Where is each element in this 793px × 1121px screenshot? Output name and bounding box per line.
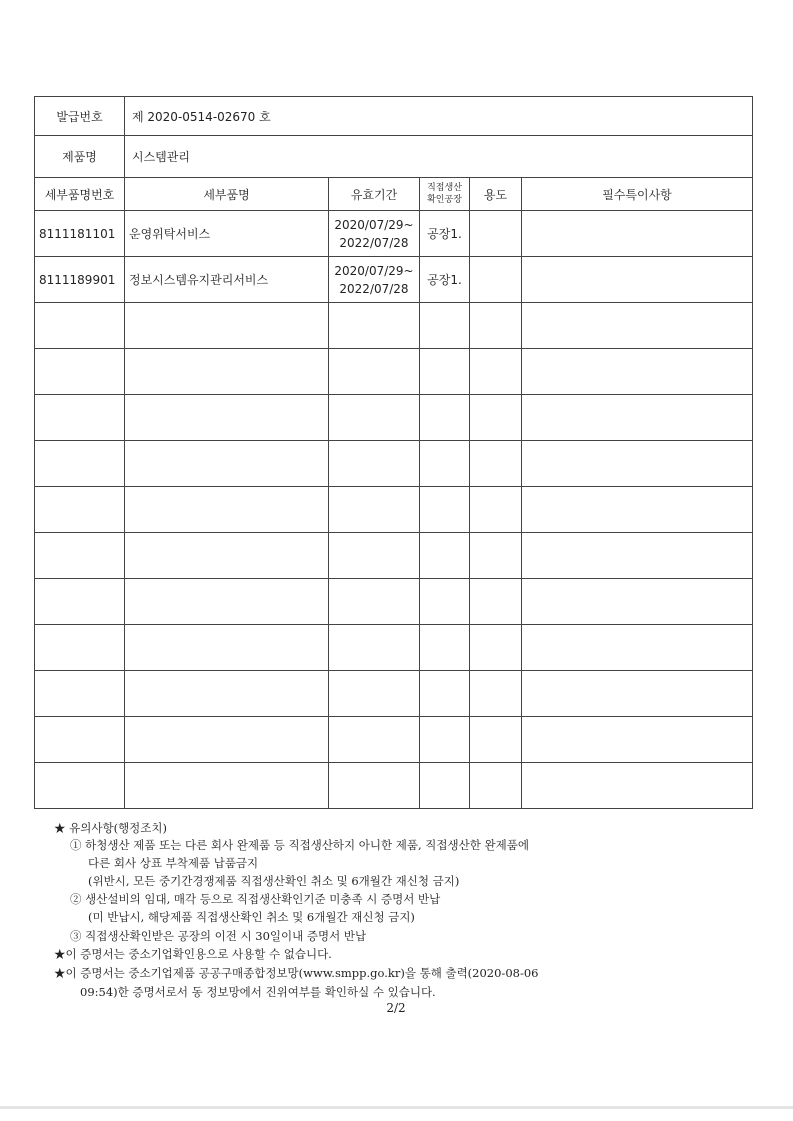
header-factory-line1: 직접생산 — [427, 183, 462, 193]
empty-row — [35, 533, 753, 579]
detail-name-cell: 정보시스템유지관리서비스 — [125, 257, 329, 303]
table-row — [35, 257, 753, 303]
notes-title: ★ 유의사항(행정조치) — [54, 821, 167, 835]
validity-to: 2022/07/28 — [339, 235, 409, 250]
notes-cell — [522, 211, 753, 257]
validity-cell — [329, 257, 420, 303]
empty-row — [35, 395, 753, 441]
empty-row — [35, 349, 753, 395]
note-item2-line1: ② 생산설비의 임대, 매각 등으로 직접생산확인기준 미충족 시 증명서 반납 — [70, 892, 441, 906]
detail-name-cell: 운영위탁서비스 — [125, 211, 329, 257]
warning-line3: 09:54)한 증명서로서 동 정보망에서 진위여부를 확인하실 수 있습니다. — [80, 985, 436, 999]
page-bottom-edge — [0, 1106, 793, 1109]
validity-cell — [329, 211, 420, 257]
empty-row — [35, 579, 753, 625]
header-factory — [420, 178, 470, 211]
note-item2-line2: (미 반납시, 해당제품 직접생산확인 취소 및 6개월간 재신청 금지) — [88, 910, 415, 924]
issue-number-label: 발급번호 — [35, 97, 125, 136]
empty-row — [35, 625, 753, 671]
issue-number-value: 제 2020-0514-02670 호 — [125, 97, 753, 136]
empty-row — [35, 441, 753, 487]
empty-row — [35, 671, 753, 717]
product-name-label: 제품명 — [35, 136, 125, 178]
issue-number-row — [35, 97, 753, 136]
header-factory-line2: 확인공장 — [427, 195, 462, 205]
usage-cell — [470, 257, 522, 303]
header-usage: 용도 — [470, 178, 522, 211]
validity-to: 2022/07/28 — [339, 281, 409, 296]
warning-line1: ★이 증명서는 중소기업확인용으로 사용할 수 없습니다. — [54, 947, 332, 961]
usage-cell — [470, 211, 522, 257]
certificate-table — [34, 96, 753, 809]
empty-row — [35, 487, 753, 533]
detail-number-cell: 8111189901 — [35, 257, 125, 303]
detail-number-cell: 8111181101 — [35, 211, 125, 257]
factory-cell: 공장1. — [420, 211, 470, 257]
page-number: 2/2 — [386, 1001, 406, 1015]
validity-from: 2020/07/29~ — [334, 263, 414, 278]
header-validity: 유효기간 — [329, 178, 420, 211]
header-detail-name: 세부품명 — [125, 178, 329, 211]
warning-line2: ★이 증명서는 중소기업제품 공공구매종합정보망(www.smpp.go.kr)을 통해 출력(2020-08-06 — [54, 966, 539, 980]
empty-row — [35, 303, 753, 349]
product-name-value: 시스템관리 — [125, 136, 753, 178]
empty-row — [35, 717, 753, 763]
note-item3-line1: ③ 직접생산확인받은 공장의 이전 시 30일이내 증명서 반납 — [70, 929, 367, 943]
validity-from: 2020/07/29~ — [334, 217, 414, 232]
table-row — [35, 211, 753, 257]
empty-row — [35, 763, 753, 809]
factory-cell: 공장1. — [420, 257, 470, 303]
note-item1-line2: 다른 회사 상표 부착제품 납품금지 — [88, 856, 259, 870]
note-item1-line1: ① 하청생산 제품 또는 다른 회사 완제품 등 직접생산하지 아니한 제품, 직접생산한 완제품에 — [70, 838, 529, 852]
note-item1-line3: (위반시, 모든 중기간경쟁제품 직접생산확인 취소 및 6개월간 재신청 금지) — [88, 874, 460, 888]
notes-cell — [522, 257, 753, 303]
header-detail-number: 세부품명번호 — [35, 178, 125, 211]
header-notes: 필수특이사항 — [522, 178, 753, 211]
product-name-row — [35, 136, 753, 178]
table-header-row — [35, 178, 753, 211]
